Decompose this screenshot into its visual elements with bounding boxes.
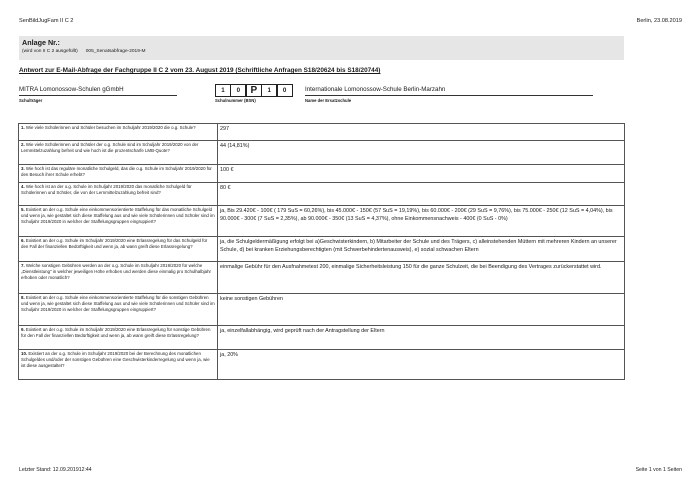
footer-last-update: Letzter Stand: 12.09.201912:44 (19, 467, 92, 473)
schulnummer-label: Schulnummer (BSN) (215, 98, 256, 103)
schulnummer-digit: 0 (277, 84, 293, 97)
answer-cell: einmalige Gebühr für den Ausfnahmetest 200, einmalige Sicherheitsleistung 150 für die ganze Schulzeit, die bei Beendigung des Vertrages zurückerstattet wird. (218, 262, 625, 294)
table-row (19, 326, 625, 350)
question-text: Welche sonstigen Gebühren werden an der o.g. Schule im Schuljahr 2019/2020 für welche „Dienstleistung" in welcher jeweiligen Höhe erhoben und werden diese einmalig pro Schulhalbjahr erhoben oder monatlich? (21, 263, 211, 280)
question-text: Existiert an der o.g. Schule eine einkommensorientierte Staffelung für das monatliche Schulgeld und wenn ja, wie gestaltet sich diese Staffelung aus und wie viele Schülerinnen und Schüler sind im Schuljahr 2019/2020 in welcher der Staffelungsgruppen eingruppiert? (21, 207, 215, 224)
schulnummer-boxes (215, 84, 292, 97)
answer-cell: ja, 20% (218, 350, 625, 380)
table-row (19, 206, 625, 237)
header-left: SenBildJugFam II C 2 (19, 18, 74, 24)
ersatzschule-field: Internationale Lomonossow-Schule Berlin-Marzahn (305, 85, 593, 96)
question-number: 3. (21, 166, 25, 171)
question-number: 9. (21, 327, 25, 332)
schulnummer-digit: P (246, 84, 262, 97)
ersatzschule-label: Name der Ersatzschule (305, 98, 352, 103)
question-number: 2. (21, 142, 25, 147)
anlage-code: 005_Senatsabfrage-2019-M (85, 49, 146, 54)
table-row (19, 141, 625, 165)
anlage-title: Anlage Nr.: (22, 38, 60, 47)
question-text: Wie hoch ist an der o.g. Schule im Schuljahr 2019/2020 das monatliche Schulgeld für Schülerinnen und Schüler, die von der Lernmittelzuzahlung befreit sind? (21, 184, 192, 195)
question-number: 6. (21, 238, 25, 243)
answer-cell: ja, Bis 29.420€ - 100€ ( 179 SuS = 60,26%), bis 45.000€ - 150€ (57 SuS = 19,19%), bis 60.000€ - 200€ (29 SuS = 9,76%), bis 75.000€ - 250€ (12 SuS = 4,04%), bis 90.000€ - 300€ (7 SuS = 2,35%), ab 90.000€ - 350€ (13 SuS = 4,37%), ohne Einkommensnachweis - 400€ (0 SuS - 0%) (218, 206, 625, 237)
answer-cell: 297 (218, 124, 625, 141)
anlage-box (19, 36, 624, 60)
question-cell (19, 262, 218, 294)
schultraeger-field: MITRA Lomonossow-Schulen gGmbH (19, 85, 177, 96)
answer-cell: ja, einzelfallabhängig, wird geprüft nach der Antragstellung der Eltern (218, 326, 625, 350)
question-number: 7. (21, 263, 25, 268)
footer-page-number: Seite 1 von 1 Seiten (635, 467, 682, 473)
answer-cell: ja, die Schulgeldermäßigung erfolgt bei a)Geschwisterkindern, b) Mitarbeiter der Schule und des Trägers, c) alleinstehenden Müttern mit mehreren Kindern an unserer Schule, d) bei kranken Erziehungsberechtigten (mit Schwerbehindertenausweis), e) sozial schwachen Eltern (218, 237, 625, 262)
question-cell (19, 165, 218, 183)
table-row (19, 237, 625, 262)
question-text: Existiert an der o.g. Schule im Schuljahr 2019/2020 eine Erlassregelung für das Schulgeld für den Fall der finanziellen Bedürftigkeit und wenn ja, ab wann greift diese Erlassregelung? (21, 238, 208, 249)
answer-cell: 100 € (218, 165, 625, 183)
table-row (19, 350, 625, 380)
question-cell (19, 141, 218, 165)
table-row (19, 124, 625, 141)
document-title: Antwort zur E-Mail-Abfrage der Fachgruppe II C 2 vom 23. August 2019 (Schriftliche Anfragen S18/20624 bis S18/20744) (19, 67, 381, 74)
question-text: Existiert an der o.g. Schule eine einkommensorientierte Staffelung für die sonstigen Gebühren und wenn ja, wie gestaltet sich diese Staffelung aus und wie viele Schülerinnen und Schüler sind im Schuljahr 2019/2020 in welcher der Staffelungsgruppen eingruppiert? (21, 295, 215, 312)
questions-table (18, 123, 625, 380)
header-date: Berlin, 23.08.2019 (636, 18, 682, 24)
answer-cell: 44 (14,81%) (218, 141, 625, 165)
schulnummer-digit: 1 (215, 84, 231, 97)
question-number: 4. (21, 184, 25, 189)
schulnummer-digit: 0 (230, 84, 246, 97)
question-text: Existiert an der o.g. Schule im Schuljahr 2019/2020 bei der Berechnung des monatlichen Schulgeldes und/oder der sonstigen Gebühren eine Geschwisterkinderregelung und wenn ja, wie ist diese ausgestaltet? (21, 351, 210, 368)
table-row (19, 262, 625, 294)
question-text: Wie viele Schülerinnen und Schüler der o.g. Schule sind im Schuljahr 2019/2020 von der Lernmittelzuzahlung befreit und wie hoch ist die prozentscharfe LMB-Quote? (21, 142, 199, 153)
question-cell (19, 350, 218, 380)
answer-cell: keine sonstigen Gebühren (218, 294, 625, 326)
schultraeger-label: Schulträger (19, 98, 43, 103)
schulnummer-digit: 1 (261, 84, 277, 97)
question-text: Existiert an der o.g. Schule im Schuljahr 2019/2020 eine Erlassregelung für sonstige Gebühren für den Fall der finanziellen Bedürftigkeit und wenn ja, ab wann greift diese Erlassregelung? (21, 327, 211, 338)
answer-cell: 80 € (218, 183, 625, 206)
anlage-subline (22, 49, 153, 54)
question-number: 1. (21, 125, 25, 130)
question-number: 10. (21, 351, 28, 356)
question-number: 8. (21, 295, 25, 300)
question-cell (19, 237, 218, 262)
question-text: Wie hoch ist das reguläre monatliche Schulgeld, das die o.g. Schule im Schuljahr 2019/2020 für den Besuch ihrer Schule erhebt? (21, 166, 212, 177)
question-cell (19, 124, 218, 141)
table-row (19, 294, 625, 326)
table-row (19, 183, 625, 206)
anlage-note: (wird von II C 2 ausgefüllt) (22, 49, 78, 54)
question-cell (19, 326, 218, 350)
question-text: Wie viele Schülerinnen und Schüler besuchen im Schuljahr 2019/2020 die o.g. Schule? (24, 125, 196, 130)
table-row (19, 165, 625, 183)
question-cell (19, 206, 218, 237)
question-number: 5. (21, 207, 25, 212)
question-cell (19, 183, 218, 206)
question-cell (19, 294, 218, 326)
